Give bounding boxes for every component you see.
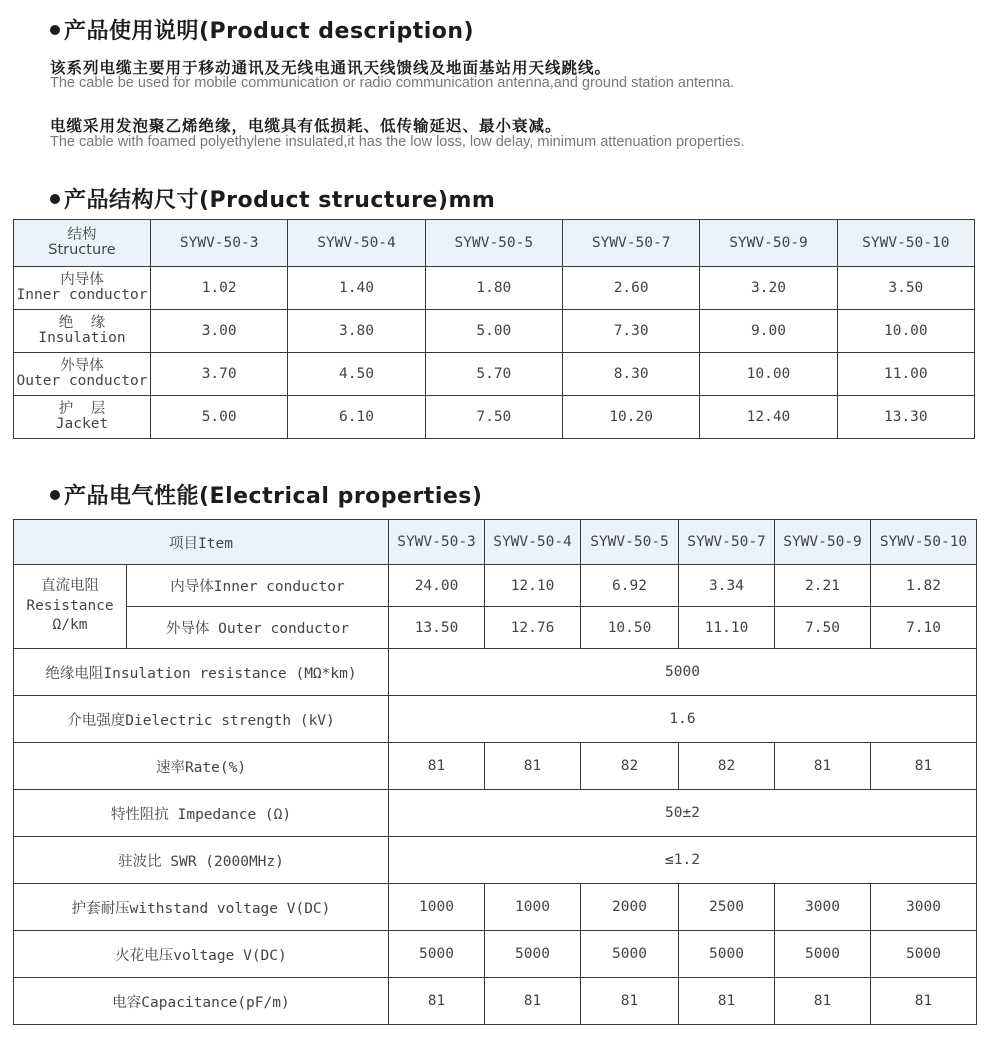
bullet-icon [50, 194, 60, 204]
structure-header-en: Structure [48, 242, 116, 258]
velocity-value: 81 [389, 743, 485, 790]
bullet-icon [50, 25, 60, 35]
structure-row-jacket [14, 396, 975, 439]
electrical-model-header: SYWV-50-3 [389, 520, 485, 565]
structure-value-cell: 3.50 [837, 267, 974, 310]
structure-value-cell: 10.00 [700, 353, 837, 396]
structure-row-insulation [14, 310, 975, 353]
spark-voltage-label: 火花电压voltage V(DC) [14, 931, 389, 978]
velocity-label: 速率Rate(%) [14, 743, 389, 790]
resistance-inner-value: 12.10 [485, 565, 581, 607]
structure-model-header: SYWV-50-7 [562, 220, 699, 267]
row-label-en: Jacket [55, 416, 109, 432]
description-title [50, 14, 474, 45]
resistance-outer-row [14, 607, 977, 649]
structure-value-cell: 2.60 [562, 267, 699, 310]
resistance-outer-label: 外导体 Outer conductor [127, 607, 389, 649]
structure-value-cell: 3.70 [151, 353, 288, 396]
swr-row [14, 837, 977, 884]
resistance-cn: 直流电阻 [41, 578, 99, 595]
resistance-outer-value: 7.10 [871, 607, 977, 649]
impedance-label: 特性阻抗 Impedance (Ω) [14, 790, 389, 837]
row-label-cn: 绝 缘 [58, 314, 106, 331]
velocity-value: 82 [679, 743, 775, 790]
velocity-value: 81 [871, 743, 977, 790]
capacitance-value: 81 [871, 978, 977, 1025]
structure-value-cell: 3.20 [700, 267, 837, 310]
capacitance-value: 81 [389, 978, 485, 1025]
electrical-model-header: SYWV-50-7 [679, 520, 775, 565]
electrical-title [50, 479, 482, 510]
withstand-voltage-value: 3000 [775, 884, 871, 931]
resistance-inner-value: 2.21 [775, 565, 871, 607]
structure-value-cell: 1.02 [151, 267, 288, 310]
structure-row-inner-conductor [14, 267, 975, 310]
electrical-header-row [14, 520, 977, 565]
structure-value-cell: 1.40 [288, 267, 425, 310]
row-label-cn: 内导体 [60, 271, 104, 288]
structure-value-cell: 12.40 [700, 396, 837, 439]
spark-voltage-value: 5000 [485, 931, 581, 978]
electrical-model-header: SYWV-50-4 [485, 520, 581, 565]
electrical-model-header: SYWV-50-5 [581, 520, 679, 565]
resistance-outer-value: 12.76 [485, 607, 581, 649]
resistance-inner-label: 内导体Inner conductor [127, 565, 389, 607]
withstand-voltage-row [14, 884, 977, 931]
structure-value-cell: 7.50 [425, 396, 562, 439]
structure-value-cell: 11.00 [837, 353, 974, 396]
capacitance-value: 81 [485, 978, 581, 1025]
row-label-en: Insulation [38, 330, 126, 346]
swr-label: 驻波比 SWR (2000MHz) [14, 837, 389, 884]
resistance-unit: Ω/km [52, 617, 88, 634]
description-en-line-2: The cable with foamed polyethylene insulated,it has the low loss, low delay, minimum attenuation properties. [50, 134, 745, 150]
structure-value-cell: 3.00 [151, 310, 288, 353]
insulation-resistance-row [14, 649, 977, 696]
spark-voltage-row [14, 931, 977, 978]
electrical-model-header: SYWV-50-10 [871, 520, 977, 565]
structure-row-outer-conductor [14, 353, 975, 396]
spark-voltage-value: 5000 [871, 931, 977, 978]
description-title-text: 产品使用说明(Product description) [64, 19, 475, 44]
structure-value-cell: 13.30 [837, 396, 974, 439]
structure-title [50, 183, 495, 214]
capacitance-row [14, 978, 977, 1025]
structure-value-cell: 7.30 [562, 310, 699, 353]
withstand-voltage-label: 护套耐压withstand voltage V(DC) [14, 884, 389, 931]
structure-row-label [14, 310, 151, 353]
capacitance-value: 81 [679, 978, 775, 1025]
row-label-cn: 外导体 [60, 357, 104, 374]
item-header: 项目Item [14, 520, 389, 565]
structure-model-header: SYWV-50-3 [151, 220, 288, 267]
structure-row-label [14, 353, 151, 396]
structure-value-cell: 6.10 [288, 396, 425, 439]
structure-value-cell: 10.00 [837, 310, 974, 353]
spark-voltage-value: 5000 [389, 931, 485, 978]
dielectric-strength-label: 介电强度Dielectric strength (kV) [14, 696, 389, 743]
resistance-label [14, 565, 127, 649]
structure-model-header: SYWV-50-5 [425, 220, 562, 267]
structure-header-row [14, 220, 975, 267]
resistance-inner-value: 24.00 [389, 565, 485, 607]
structure-value-cell: 1.80 [425, 267, 562, 310]
insulation-resistance-label: 绝缘电阻Insulation resistance (MΩ*km) [14, 649, 389, 696]
structure-model-header: SYWV-50-10 [837, 220, 974, 267]
resistance-outer-value: 11.10 [679, 607, 775, 649]
description-cn-line-2: 电缆采用发泡聚乙烯绝缘，电缆具有低损耗、低传输延迟、最小衰减。 [50, 117, 562, 135]
structure-value-cell: 9.00 [700, 310, 837, 353]
row-label-en: Outer conductor [16, 373, 148, 389]
electrical-table [13, 519, 977, 1025]
resistance-inner-value: 6.92 [581, 565, 679, 607]
structure-value-cell: 4.50 [288, 353, 425, 396]
velocity-value: 81 [775, 743, 871, 790]
structure-row-label [14, 267, 151, 310]
description-en-line-1: The cable be used for mobile communication or radio communication antenna,and ground station antenna. [50, 75, 735, 91]
impedance-value: 50±2 [389, 790, 977, 837]
velocity-row [14, 743, 977, 790]
structure-value-cell: 3.80 [288, 310, 425, 353]
structure-value-cell: 10.20 [562, 396, 699, 439]
spark-voltage-value: 5000 [679, 931, 775, 978]
withstand-voltage-value: 2000 [581, 884, 679, 931]
resistance-inner-row [14, 565, 977, 607]
structure-title-text: 产品结构尺寸(Product structure)mm [64, 188, 496, 213]
resistance-outer-value: 7.50 [775, 607, 871, 649]
structure-value-cell: 5.00 [425, 310, 562, 353]
spark-voltage-value: 5000 [775, 931, 871, 978]
structure-model-header: SYWV-50-9 [700, 220, 837, 267]
structure-model-header: SYWV-50-4 [288, 220, 425, 267]
withstand-voltage-value: 1000 [485, 884, 581, 931]
structure-header-cell [14, 220, 151, 267]
dielectric-strength-value: 1.6 [389, 696, 977, 743]
electrical-title-text: 产品电气性能(Electrical properties) [64, 484, 483, 509]
spark-voltage-value: 5000 [581, 931, 679, 978]
description-cn-line-1: 该系列电缆主要用于移动通讯及无线电通讯天线馈线及地面基站用天线跳线。 [50, 59, 612, 77]
swr-value: ≤1.2 [389, 837, 977, 884]
capacitance-value: 81 [775, 978, 871, 1025]
electrical-model-header: SYWV-50-9 [775, 520, 871, 565]
resistance-en: Resistance [26, 597, 114, 614]
structure-value-cell: 5.70 [425, 353, 562, 396]
structure-value-cell: 8.30 [562, 353, 699, 396]
resistance-outer-value: 13.50 [389, 607, 485, 649]
structure-row-label [14, 396, 151, 439]
resistance-inner-value: 3.34 [679, 565, 775, 607]
structure-value-cell: 5.00 [151, 396, 288, 439]
velocity-value: 82 [581, 743, 679, 790]
bullet-icon [50, 490, 60, 500]
structure-header-cn: 结构 [67, 226, 97, 243]
row-label-cn: 护 层 [58, 400, 106, 417]
capacitance-value: 81 [581, 978, 679, 1025]
row-label-en: Inner conductor [16, 287, 148, 303]
capacitance-label: 电容Capacitance(pF/m) [14, 978, 389, 1025]
dielectric-strength-row [14, 696, 977, 743]
withstand-voltage-value: 2500 [679, 884, 775, 931]
resistance-inner-value: 1.82 [871, 565, 977, 607]
withstand-voltage-value: 3000 [871, 884, 977, 931]
structure-table [13, 219, 975, 439]
withstand-voltage-value: 1000 [389, 884, 485, 931]
impedance-row [14, 790, 977, 837]
resistance-outer-value: 10.50 [581, 607, 679, 649]
insulation-resistance-value: 5000 [389, 649, 977, 696]
velocity-value: 81 [485, 743, 581, 790]
